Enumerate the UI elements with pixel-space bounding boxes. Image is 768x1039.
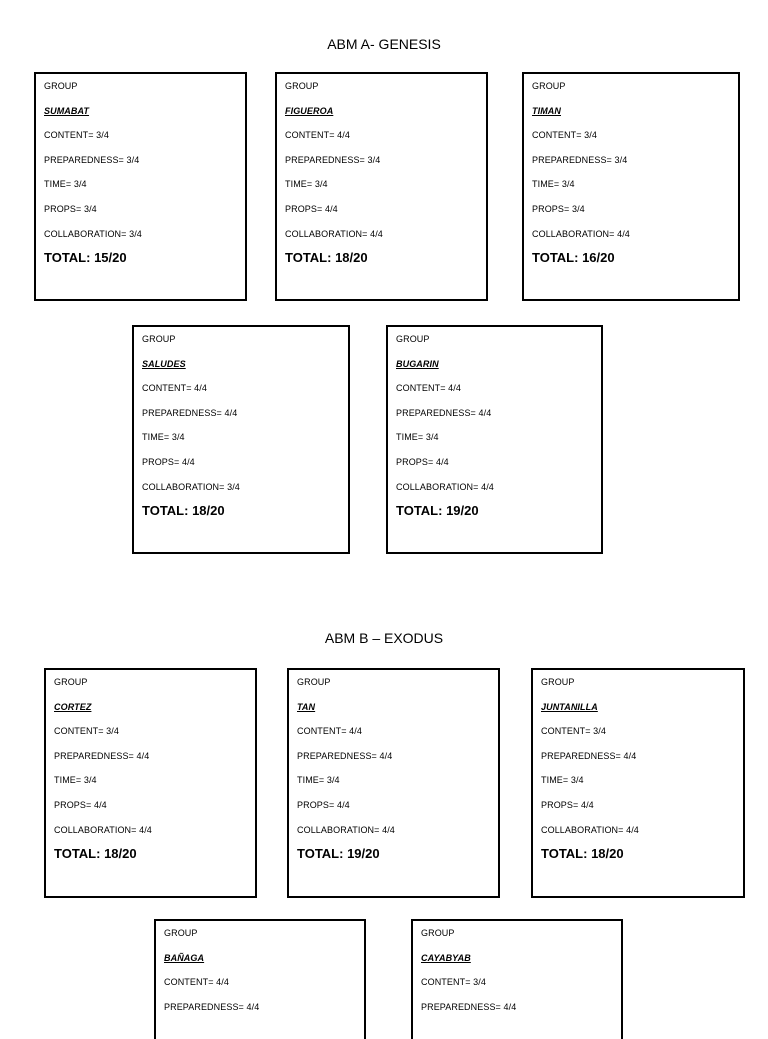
content-score: CONTENT= 3/4 — [44, 130, 109, 141]
collaboration-score: COLLABORATION= 4/4 — [285, 228, 383, 239]
props-score: PROPS= 4/4 — [396, 456, 449, 467]
collaboration-score: COLLABORATION= 4/4 — [532, 228, 630, 239]
content-score: CONTENT= 4/4 — [142, 383, 207, 394]
collaboration-score: COLLABORATION= 4/4 — [541, 824, 639, 835]
group-card-tan — [287, 668, 500, 898]
preparedness-score: PREPAREDNESS= 3/4 — [532, 154, 628, 165]
group-name: SUMABAT — [44, 105, 90, 116]
section-title-abm-a: ABM A- GENESIS — [327, 36, 441, 52]
group-label: GROUP — [421, 928, 455, 938]
group-label: GROUP — [54, 677, 88, 687]
group-label: GROUP — [44, 81, 78, 91]
group-name: BUGARIN — [396, 358, 439, 369]
props-score: PROPS= 4/4 — [541, 799, 594, 810]
props-score: PROPS= 3/4 — [532, 203, 585, 214]
group-label: GROUP — [541, 677, 575, 687]
total-score: TOTAL: 18/20 — [541, 846, 624, 862]
time-score: TIME= 3/4 — [54, 775, 97, 786]
content-score: CONTENT= 4/4 — [285, 130, 350, 141]
group-card-sumabat — [34, 72, 247, 301]
group-name: SALUDES — [142, 358, 186, 369]
time-score: TIME= 3/4 — [44, 179, 87, 190]
group-card-figueroa — [275, 72, 488, 301]
props-score: PROPS= 4/4 — [54, 799, 107, 810]
preparedness-score: PREPAREDNESS= 4/4 — [54, 750, 150, 761]
total-score: TOTAL: 18/20 — [285, 250, 368, 266]
time-score: TIME= 3/4 — [285, 179, 328, 190]
preparedness-score: PREPAREDNESS= 3/4 — [44, 154, 140, 165]
content-score: CONTENT= 3/4 — [541, 726, 606, 737]
collaboration-score: COLLABORATION= 4/4 — [54, 824, 152, 835]
group-name: TIMAN — [532, 105, 561, 116]
section-title-abm-b: ABM B – EXODUS — [324, 630, 444, 646]
total-score: TOTAL: 18/20 — [142, 503, 225, 519]
preparedness-score: PREPAREDNESS= 4/4 — [297, 750, 393, 761]
preparedness-score: PREPAREDNESS= 4/4 — [396, 407, 492, 418]
group-card-timan — [522, 72, 740, 301]
group-card-cortez — [44, 668, 257, 898]
group-card-cayabyab — [411, 919, 623, 1039]
time-score: TIME= 3/4 — [142, 432, 185, 443]
total-score: TOTAL: 15/20 — [44, 250, 127, 266]
props-score: PROPS= 3/4 — [44, 203, 97, 214]
content-score: CONTENT= 4/4 — [297, 726, 362, 737]
content-score: CONTENT= 4/4 — [164, 977, 229, 988]
props-score: PROPS= 4/4 — [297, 799, 350, 810]
group-card-juntanilla — [531, 668, 745, 898]
preparedness-score: PREPAREDNESS= 4/4 — [142, 407, 238, 418]
preparedness-score: PREPAREDNESS= 4/4 — [541, 750, 637, 761]
content-score: CONTENT= 3/4 — [532, 130, 597, 141]
group-card-banaga — [154, 919, 366, 1039]
content-score: CONTENT= 4/4 — [396, 383, 461, 394]
content-score: CONTENT= 3/4 — [54, 726, 119, 737]
props-score: PROPS= 4/4 — [285, 203, 338, 214]
group-card-saludes — [132, 325, 350, 554]
time-score: TIME= 3/4 — [541, 775, 584, 786]
preparedness-score: PREPAREDNESS= 3/4 — [285, 154, 381, 165]
collaboration-score: COLLABORATION= 3/4 — [142, 481, 240, 492]
group-name: BAÑAGA — [164, 952, 205, 963]
group-name: CAYABYAB — [421, 952, 471, 963]
total-score: TOTAL: 18/20 — [54, 846, 137, 862]
group-label: GROUP — [164, 928, 198, 938]
total-score: TOTAL: 16/20 — [532, 250, 615, 266]
total-score: TOTAL: 19/20 — [297, 846, 380, 862]
group-name: FIGUEROA — [285, 105, 334, 116]
time-score: TIME= 3/4 — [396, 432, 439, 443]
content-score: CONTENT= 3/4 — [421, 977, 486, 988]
group-name: CORTEZ — [54, 701, 92, 712]
group-label: GROUP — [297, 677, 331, 687]
group-name: TAN — [297, 701, 316, 712]
group-label: GROUP — [142, 334, 176, 344]
group-name: JUNTANILLA — [541, 701, 598, 712]
group-card-bugarin — [386, 325, 603, 554]
time-score: TIME= 3/4 — [532, 179, 575, 190]
preparedness-score: PREPAREDNESS= 4/4 — [164, 1001, 260, 1012]
total-score: TOTAL: 19/20 — [396, 503, 479, 519]
preparedness-score: PREPAREDNESS= 4/4 — [421, 1001, 517, 1012]
props-score: PROPS= 4/4 — [142, 456, 195, 467]
group-label: GROUP — [285, 81, 319, 91]
time-score: TIME= 3/4 — [297, 775, 340, 786]
collaboration-score: COLLABORATION= 4/4 — [297, 824, 395, 835]
collaboration-score: COLLABORATION= 3/4 — [44, 228, 142, 239]
group-label: GROUP — [532, 81, 566, 91]
group-label: GROUP — [396, 334, 430, 344]
collaboration-score: COLLABORATION= 4/4 — [396, 481, 494, 492]
